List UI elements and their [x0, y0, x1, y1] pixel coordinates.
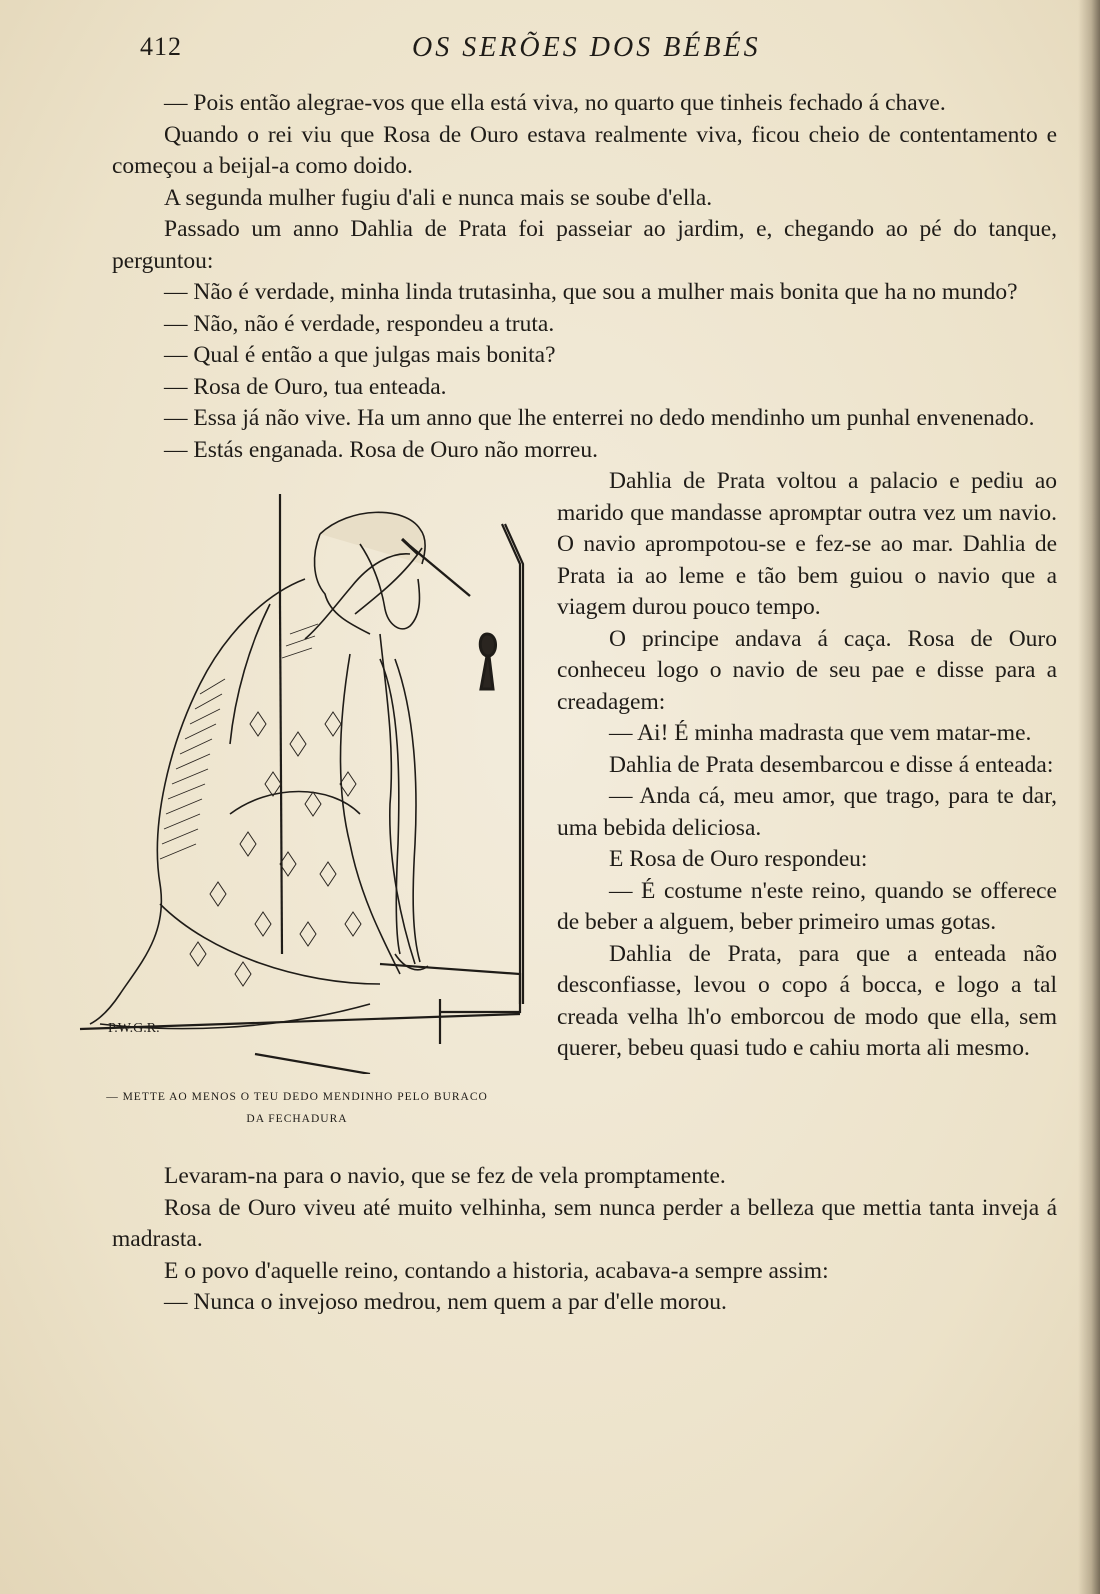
- running-title: OS SERÕES DOS BÉBÉS: [412, 32, 761, 63]
- paragraph: Levaram-na para o navio, que se fez de vela promptamente.: [164, 1163, 726, 1189]
- paragraph: — Não é verdade, minha linda trutasinha, que sou a mulher mais bonita que ha no mundo?: [164, 279, 1018, 305]
- page-edge-shadow: [1078, 0, 1100, 1594]
- paragraph: — Rosa de Ouro, tua enteada.: [164, 373, 447, 400]
- paragraph: — Anda cá, meu amor, que trago, para te dar, uma bebida deliciosa.: [557, 783, 1057, 841]
- caption-line: — METTE AO MENOS O TEU DEDO MENDINHO PELO BURACO: [106, 1091, 488, 1103]
- paragraph: — Estás enganada. Rosa de Ouro não morreu.: [164, 436, 598, 463]
- page-number: 412: [140, 32, 182, 61]
- paragraph: — Pois então alegrae-vos que ella está viva, no quarto que tinheis fechado á chave.: [164, 90, 946, 116]
- illustration-block: [106, 466, 557, 1161]
- paragraph: Dahlia de Prata voltou a palacio e pediu ao marido que mandasse aprомptar outra vez um navio. O navio aprompotou-se e fez-se ao mar. Dahlia de Prata ia ao leme e tão bem guiou o navio que a viagem durou pouco tempo.: [557, 468, 1057, 620]
- paragraph: — Nunca o invejoso medrou, nem quem a par d'elle morou.: [164, 1289, 727, 1315]
- body-text: [106, 88, 1057, 1319]
- paragraph: Rosa de Ouro viveu até muito velhinha, sem nunca perder a belleza que mettia tanta inveja á madrasta.: [112, 1194, 1057, 1252]
- kneeling-woman-illustration: [50, 484, 530, 1074]
- paragraph: — Qual é então a que julgas mais bonita?: [164, 342, 556, 368]
- paragraph: Passado um anno Dahlia de Prata foi passeiar ao jardim, e, chegando ao pé do tanque, perguntou:: [112, 216, 1057, 274]
- paragraph: A segunda mulher fugiu d'ali e nunca mais se soube d'ella.: [164, 184, 713, 211]
- artist-signature: P.W.G.R.: [108, 1021, 160, 1036]
- paragraph: — Ai! É minha madrasta que vem matar-me.: [609, 720, 1032, 746]
- paragraph: — É costume n'este reino, quando se offerece de beber a alguem, beber primeiro umas gotas.: [557, 877, 1057, 935]
- caption-line: DA FECHADURA: [246, 1113, 348, 1125]
- paragraph: Dahlia de Prata, para que a enteada não desconfiasse, levou o copo á bocca, e logo a tal creada velha lh'o emborcou de modo que ella, sem querer, bebeu quasi tudo e cahiu morta ali mesmo.: [557, 940, 1057, 1061]
- paragraph: E Rosa de Ouro respondeu:: [609, 846, 868, 872]
- paragraph: — Não, não é verdade, respondeu a truta.: [164, 310, 555, 337]
- paragraph: — Essa já não vive. Ha um anno que lhe enterrei no dedo mendinho um punhal envenenado.: [164, 405, 1035, 431]
- paragraph: E o povo d'aquelle reino, contando a historia, acabava-a sempre assim:: [164, 1257, 829, 1284]
- paragraph: O principe andava á caça. Rosa de Ouro conheceu logo o navio de seu pae e disse para a creadagem:: [557, 625, 1057, 715]
- page-header: [112, 32, 1057, 72]
- paragraph: Dahlia de Prata desembarcou e disse á enteada:: [609, 751, 1054, 778]
- paragraph: Quando o rei viu que Rosa de Ouro estava realmente viva, ficou cheio de contentamento e começou a beijal-a como doido.: [112, 121, 1057, 179]
- illustration-caption: [82, 1086, 512, 1130]
